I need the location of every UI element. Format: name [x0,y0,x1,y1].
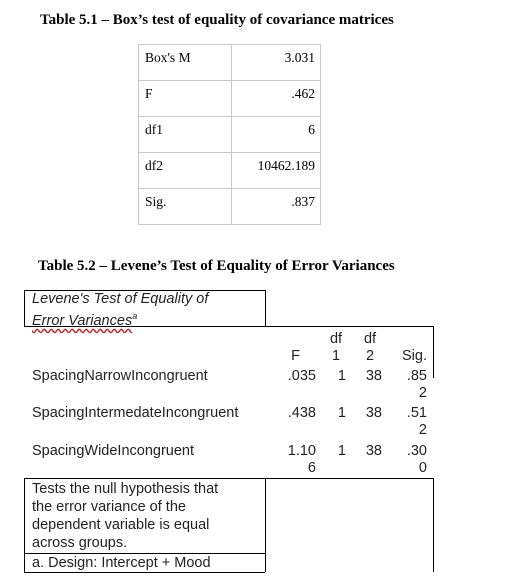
row-sig-line: 0 [418,460,427,476]
row-df1: 1 [337,443,346,459]
rule [24,553,265,554]
row-label: SpacingWideIncongruent [32,443,195,459]
footnote-marker: a [132,311,138,321]
rule [265,290,266,326]
row-sig [396,405,427,439]
footnote-line: dependent variable is equal [32,517,210,533]
header-df1-bottom: 1 [331,348,341,364]
footnote [32,480,264,552]
row-f-line: .035 [287,368,316,384]
row-f-line: 6 [307,460,316,476]
row-df2: 38 [365,368,382,384]
box-test-table [138,44,321,225]
row-f [272,443,316,477]
rule [433,326,434,378]
table-5-2-caption: Table 5.2 – Levene’s Test of Equality of Error Variances [38,258,395,274]
row-label: df1 [139,117,232,153]
table-title-line [32,308,262,330]
table-row [139,153,321,189]
row-sig [396,443,427,477]
footnote-line: the error variance of the [32,499,186,515]
row-label: Box's M [139,45,232,81]
rule [24,572,265,573]
rule [24,290,25,326]
row-f-line: .438 [287,405,316,421]
footnote-line: Tests the null hypothesis that [32,481,219,497]
header-f: F [291,348,300,364]
rule [24,478,25,572]
row-sig-line: .85 [406,368,427,384]
table-5-1-caption: Table 5.1 – Box’s test of equality of covariance matrices [40,12,394,28]
rule [24,478,434,479]
row-sig-line: 2 [418,422,427,438]
row-sig-line: .30 [406,443,427,459]
row-sig-line: .51 [406,405,427,421]
row-value: .462 [232,81,321,117]
row-f [272,368,316,385]
rule [433,478,434,572]
row-sig-line: 2 [418,385,427,401]
header-df1 [327,331,345,365]
row-label: df2 [139,153,232,189]
footnote-line: across groups. [32,535,128,551]
table-row [139,81,321,117]
row-f-line: 1.10 [287,443,316,459]
row-value: 10462.189 [232,153,321,189]
row-df1: 1 [337,405,346,421]
table-row [139,117,321,153]
table-row [139,189,321,225]
table-title [32,291,262,330]
row-df2: 38 [365,405,382,421]
header-df2-top: df [363,331,377,347]
row-f [272,405,316,422]
row-label: SpacingNarrowIncongruent [32,368,208,384]
header-df2-bottom: 2 [365,348,375,364]
design-note: a. Design: Intercept + Mood [32,555,211,571]
row-label: SpacingIntermedateIncongruent [32,405,239,421]
row-value: 3.031 [232,45,321,81]
row-value: 6 [232,117,321,153]
header-sig: Sig. [402,348,427,364]
row-df2: 38 [365,443,382,459]
row-df1: 1 [337,368,346,384]
header-df1-top: df [329,331,343,347]
header-df2 [361,331,379,365]
row-value: .837 [232,189,321,225]
table-title-line: Levene's Test of Equality of [32,291,209,307]
row-label: F [139,81,232,117]
row-sig [396,368,427,402]
table-title-text: Error Variances [32,312,133,329]
rule [265,478,266,572]
row-label: Sig. [139,189,232,225]
table-row [139,45,321,81]
